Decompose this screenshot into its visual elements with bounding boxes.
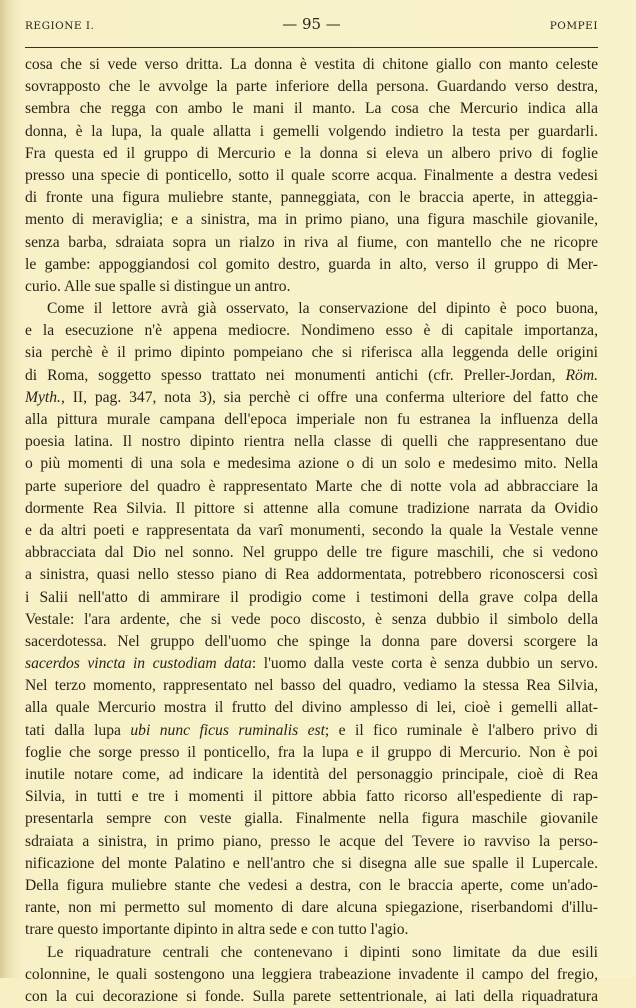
text-line: abbracciata dal Dio nel sonno. Nel gruppo delle tre figure maschili, che si vedono: [25, 542, 598, 564]
text-line: presentarla sempre con veste gialla. Finalmente nella figura maschile giovanile: [25, 808, 598, 830]
text-line: mento di meraviglia; e a sinistra, ma in primo piano, una figura maschile giovanile,: [25, 209, 598, 231]
text-line: di fronte una figura muliebre stante, panneggiata, con le braccia aperte, in atteggia-: [25, 187, 598, 209]
text-line: presso una specie di ponticello, sotto il quale scorre acqua. Finalmente a destra vedesi: [25, 165, 598, 187]
text-line: inutile notare come, ad indicare la identità del personaggio principale, cioè di Rea: [25, 764, 598, 786]
paragraph-2: [25, 298, 598, 941]
header-rule: [25, 47, 598, 48]
text-line: Come il lettore avrà già osservato, la conservazione del dipinto è poco buona,: [25, 298, 598, 320]
paragraph-3: [25, 942, 598, 1008]
text-line: sovrapposto che le avvolge la parte inferiore della persona. Guardando verso destra,: [25, 76, 598, 98]
text-line: Nel terzo momento, rappresentato nel basso del quadro, vediamo la stessa Rea Silvia,: [25, 675, 598, 697]
text-line: donna, è la lupa, la quale allatta i gemelli volgendo indietro la testa per guardarli.: [25, 121, 598, 143]
text-line: con la cui decorazione si fonde. Sulla parete settentrionale, ai lati della riquadratura: [25, 986, 598, 1008]
text-line: [25, 387, 598, 409]
text-line: a sinistra, quasi nello stesso piano di Rea addormentata, potrebbero riconoscersi così: [25, 564, 598, 586]
text-line: Silvia, in tutti e tre i momenti il pittore abbia fatto ricorso all'espediente di rap-: [25, 786, 598, 808]
text-line: Le riquadrature centrali che contenevano i dipinti sono limitate da due esili: [25, 942, 598, 964]
paragraph-1: [25, 54, 598, 298]
italic-citation: Myth.: [25, 389, 61, 406]
body-text: [25, 54, 598, 1008]
text-line: alla quale Mercurio mostra il frutto del divino amplesso di lei, cioè i gemelli allat-: [25, 697, 598, 719]
text-line: sembra che regga con ambo le mani il manto. La cosa che Mercurio indica alla: [25, 98, 598, 120]
page-number: — 95 —: [25, 15, 598, 33]
text-line: [25, 720, 598, 742]
text-segment: tati dalla lupa: [25, 722, 130, 739]
text-line: rante, non mi permetto sul momento di dare alcuna spiegazione, riserbandomi d'illu-: [25, 897, 598, 919]
text-line: colonnine, le quali sostengono una leggiera trabeazione invadente il campo del fregio,: [25, 964, 598, 986]
text-segment: ; e il fico ruminale è l'albero privo di: [325, 722, 598, 739]
text-line: parte superiore del quadro è rappresentato Marte che di notte vola ad abbracciare la: [25, 476, 598, 498]
text-line: Vestale: l'ara ardente, che si vede poco discosto, è senza dubbio il simbolo della: [25, 609, 598, 631]
text-line: dormente Rea Silvia. Il pittore si attenne alla comune tradizione narrata da Ovidio: [25, 498, 598, 520]
running-header: [25, 18, 598, 38]
text-line: [25, 365, 598, 387]
italic-citation: Röm.: [566, 367, 598, 384]
text-line: o più momenti di una sola e medesima azione o di un solo e medesimo mito. Nella: [25, 453, 598, 475]
text-line: Fra questa ed il gruppo di Mercurio e la donna si eleva un albero privo di foglie: [25, 143, 598, 165]
text-line: curio. Alle sue spalle si distingue un antro.: [25, 276, 598, 298]
text-line: le gambe: appoggiandosi col gomito destro, guarda in alto, verso il gruppo di Mer-: [25, 254, 598, 276]
text-segment: : l'uomo dalla veste corta è senza dubbio un servo.: [252, 655, 598, 672]
text-line: poesia latina. Il nostro dipinto rientra nella classe di quelli che rappresentano due: [25, 431, 598, 453]
text-line: [25, 653, 598, 675]
text-segment: , II, pag. 347, nota 3), sia perchè ci offre una conferma ulteriore del fatto che: [61, 389, 598, 406]
text-line: e la esecuzione n'è appena mediocre. Nondimeno esso è di capitale importanza,: [25, 320, 598, 342]
italic-latin-quote: sacerdos vincta in custodiam data: [25, 655, 252, 672]
text-line: alla pittura murale campana dell'epoca imperiale non fu estranea la influenza della: [25, 409, 598, 431]
text-line: e da altri poeti e rappresentata da varî monumenti, secondo la quale la Vestale venne: [25, 520, 598, 542]
italic-latin-quote: ubi nunc ficus ruminalis est: [130, 722, 325, 739]
text-line: i Salii nell'atto di ammirare il prodigio come i testimoni della grave colpa della: [25, 587, 598, 609]
text-segment: di Roma, soggetto spesso trattato nei monumenti antichi (cfr. Preller-Jordan,: [25, 367, 566, 384]
text-line: sia perchè è il primo dipinto pompeiano che si riferisca alla leggenda delle origini: [25, 342, 598, 364]
text-line: senza barba, sdraiata sopra un rialzo in riva al fiume, con mantello che ne ricopre: [25, 232, 598, 254]
text-line: nificazione del monte Palatino e nell'antro che si disegna alle sue spalle il Lupercale.: [25, 853, 598, 875]
header-region: REGIONE I.: [25, 20, 94, 32]
text-line: sdraiata a sinistra, in primo piano, presso le acque del Tevere io ravviso la perso-: [25, 831, 598, 853]
text-line: Della figura muliebre stante che vedesi a destra, con le braccia aperte, come un'ado-: [25, 875, 598, 897]
text-line: trare questo importante dipinto in altra sede e con tutto l'agio.: [25, 919, 598, 941]
text-line: cosa che si vede verso dritta. La donna è vestita di chitone giallo con manto celeste: [25, 54, 598, 76]
header-location: POMPEI: [550, 20, 598, 32]
text-line: sacerdotessa. Nel gruppo dell'uomo che spinge la donna pare doversi scorgere la: [25, 631, 598, 653]
text-line: foglie che sorge presso il ponticello, fra la lupa e il gruppo di Mercurio. Non è poi: [25, 742, 598, 764]
